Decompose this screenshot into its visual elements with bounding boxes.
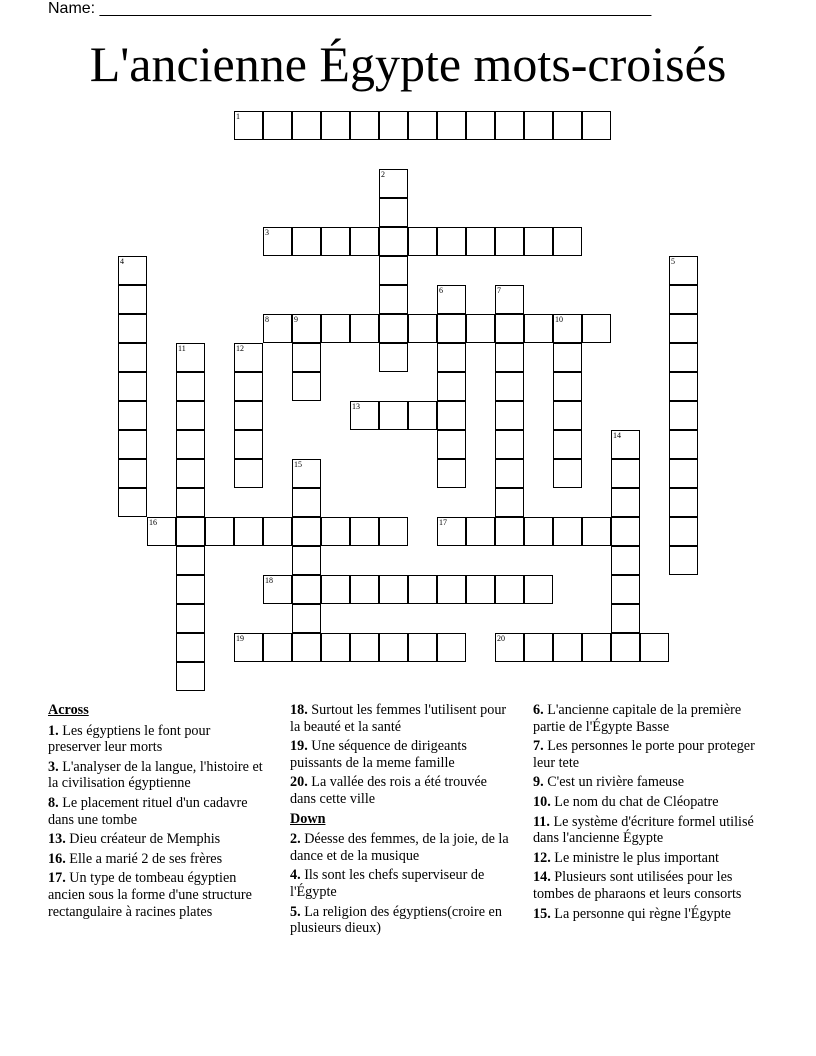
- grid-cell[interactable]: [321, 517, 350, 546]
- cell-number: 16: [149, 518, 157, 527]
- grid-cell[interactable]: [234, 517, 263, 546]
- grid-cell[interactable]: [176, 546, 205, 575]
- grid-cell[interactable]: [118, 488, 147, 517]
- down-heading: Down: [290, 810, 326, 827]
- grid-cell[interactable]: [263, 314, 292, 343]
- grid-cell[interactable]: [234, 401, 263, 430]
- clue-text: Surtout les femmes l'utilisent pour la beauté et la santé: [290, 702, 507, 735]
- grid-cell[interactable]: [118, 343, 147, 372]
- clue-text: Un type de tombeau égyptien ancien sous la forme d'une structure rectangulaire à racines plates: [48, 870, 252, 920]
- grid-cell[interactable]: [118, 256, 147, 285]
- clues-column-2: [290, 702, 515, 940]
- grid-cell[interactable]: [292, 111, 321, 140]
- grid-cell[interactable]: [553, 459, 582, 488]
- grid-cell[interactable]: [234, 459, 263, 488]
- down-clue-9: [533, 774, 763, 791]
- cell-number: 18: [265, 576, 273, 585]
- clue-number: 10.: [533, 793, 551, 810]
- down-clue-5: [290, 904, 515, 937]
- grid-cell[interactable]: [669, 546, 698, 575]
- cell-number: 4: [120, 257, 124, 266]
- grid-cell[interactable]: [553, 430, 582, 459]
- grid-cell[interactable]: [524, 227, 553, 256]
- grid-cell[interactable]: [379, 227, 408, 256]
- down-clue-14: [533, 869, 763, 902]
- clue-text: Les égyptiens le font pour preserver leur morts: [48, 722, 211, 756]
- clue-number: 17.: [48, 870, 66, 887]
- grid-cell[interactable]: [669, 517, 698, 546]
- grid-cell[interactable]: [350, 227, 379, 256]
- cell-number: 3: [265, 228, 269, 237]
- grid-cell[interactable]: [379, 256, 408, 285]
- clue-text: Le système d'écriture formel utilisé dans l'ancienne Égypte: [533, 813, 754, 847]
- grid-cell[interactable]: [118, 285, 147, 314]
- grid-cell[interactable]: [611, 517, 640, 546]
- cell-number: 19: [236, 634, 244, 643]
- grid-cell[interactable]: [611, 575, 640, 604]
- grid-cell[interactable]: [669, 488, 698, 517]
- grid-cell[interactable]: [495, 314, 524, 343]
- down-clue-15: [533, 906, 763, 923]
- grid-cell[interactable]: [205, 517, 234, 546]
- grid-cell[interactable]: [437, 575, 466, 604]
- clue-number: 19.: [290, 738, 308, 755]
- grid-cell[interactable]: [669, 343, 698, 372]
- clues-column-3: [533, 702, 763, 925]
- across-clue-19: [290, 738, 515, 771]
- grid-cell[interactable]: [379, 285, 408, 314]
- clue-number: 14.: [533, 869, 551, 886]
- cell-number: 9: [294, 315, 298, 324]
- clue-number: 5.: [290, 903, 301, 920]
- grid-cell[interactable]: [321, 575, 350, 604]
- grid-cell[interactable]: [292, 546, 321, 575]
- clue-text: La personne qui règne l'Égypte: [550, 905, 731, 922]
- grid-cell[interactable]: [553, 401, 582, 430]
- grid-cell[interactable]: [437, 517, 466, 546]
- grid-cell[interactable]: [350, 314, 379, 343]
- grid-cell[interactable]: [611, 459, 640, 488]
- clue-text: Les personnes le porte pour proteger leur tete: [533, 738, 755, 771]
- clue-number: 7.: [533, 738, 544, 755]
- grid-cell[interactable]: [263, 575, 292, 604]
- cell-number: 1: [236, 112, 240, 121]
- clue-text: Le nom du chat de Cléopatre: [550, 793, 719, 810]
- across-clue-3: [48, 759, 263, 792]
- across-clue-20: [290, 774, 515, 807]
- grid-cell[interactable]: [640, 633, 669, 662]
- across-clue-8: [48, 795, 263, 828]
- clue-number: 15.: [533, 905, 551, 922]
- grid-cell[interactable]: [437, 285, 466, 314]
- grid-cell[interactable]: [350, 517, 379, 546]
- cell-number: 17: [439, 518, 447, 527]
- cell-number: 10: [555, 315, 563, 324]
- grid-cell[interactable]: [408, 227, 437, 256]
- grid-cell[interactable]: [379, 575, 408, 604]
- down-clue-6: [533, 702, 763, 735]
- grid-cell[interactable]: [495, 227, 524, 256]
- across-clue-16: [48, 851, 263, 868]
- clue-number: 20.: [290, 774, 308, 791]
- clues-column-1: [48, 702, 263, 923]
- grid-cell[interactable]: [466, 227, 495, 256]
- grid-cell[interactable]: [176, 633, 205, 662]
- grid-cell[interactable]: [350, 401, 379, 430]
- grid-cell[interactable]: [553, 633, 582, 662]
- grid-cell[interactable]: [176, 662, 205, 691]
- grid-cell[interactable]: [408, 575, 437, 604]
- grid-cell[interactable]: [669, 372, 698, 401]
- grid-cell[interactable]: [263, 111, 292, 140]
- grid-cell[interactable]: [437, 227, 466, 256]
- grid-cell[interactable]: [582, 314, 611, 343]
- clue-number: 9.: [533, 774, 544, 791]
- grid-cell[interactable]: [292, 227, 321, 256]
- grid-cell[interactable]: [379, 517, 408, 546]
- grid-cell[interactable]: [553, 111, 582, 140]
- clue-text: C'est un rivière fameuse: [543, 774, 685, 791]
- grid-cell[interactable]: [611, 430, 640, 459]
- grid-cell[interactable]: [582, 111, 611, 140]
- grid-cell[interactable]: [118, 401, 147, 430]
- grid-cell[interactable]: [321, 633, 350, 662]
- grid-cell[interactable]: [350, 633, 379, 662]
- clue-text: Le placement rituel d'un cadavre dans une tombe: [48, 794, 248, 828]
- cell-number: 11: [178, 344, 186, 353]
- grid-cell[interactable]: [379, 343, 408, 372]
- grid-cell[interactable]: [495, 285, 524, 314]
- grid-cell[interactable]: [669, 401, 698, 430]
- grid-cell[interactable]: [495, 575, 524, 604]
- grid-cell[interactable]: [437, 633, 466, 662]
- clue-number: 8.: [48, 794, 59, 811]
- grid-cell[interactable]: [321, 227, 350, 256]
- grid-cell[interactable]: [437, 111, 466, 140]
- grid-cell[interactable]: [582, 633, 611, 662]
- name-field-label: Name: ______________________________________________________________: [48, 0, 652, 17]
- grid-cell[interactable]: [234, 633, 263, 662]
- grid-cell[interactable]: [350, 111, 379, 140]
- grid-cell[interactable]: [176, 372, 205, 401]
- clue-text: Elle a marié 2 de ses frères: [65, 850, 223, 867]
- grid-cell[interactable]: [495, 430, 524, 459]
- cell-number: 5: [671, 257, 675, 266]
- grid-cell[interactable]: [176, 604, 205, 633]
- across-clue-17: [48, 870, 263, 920]
- grid-cell[interactable]: [553, 314, 582, 343]
- grid-cell[interactable]: [437, 459, 466, 488]
- grid-cell[interactable]: [379, 169, 408, 198]
- clue-text: Ils sont les chefs superviseur de l'Égypte: [290, 867, 485, 900]
- grid-cell[interactable]: [350, 575, 379, 604]
- grid-cell[interactable]: [321, 314, 350, 343]
- grid-cell[interactable]: [234, 372, 263, 401]
- grid-cell[interactable]: [118, 430, 147, 459]
- clue-number: 2.: [290, 831, 301, 848]
- grid-cell[interactable]: [147, 517, 176, 546]
- grid-cell[interactable]: [176, 430, 205, 459]
- grid-cell[interactable]: [466, 314, 495, 343]
- grid-cell[interactable]: [669, 430, 698, 459]
- clue-text: La religion des égyptiens(croire en plusieurs dieux): [290, 903, 502, 937]
- grid-cell[interactable]: [292, 343, 321, 372]
- grid-cell[interactable]: [524, 111, 553, 140]
- across-clue-13: [48, 831, 263, 848]
- grid-cell[interactable]: [176, 459, 205, 488]
- clue-text: La vallée des rois a été trouvée dans cette ville: [290, 774, 487, 807]
- across-clue-1: [48, 723, 263, 756]
- grid-cell[interactable]: [292, 459, 321, 488]
- grid-cell[interactable]: [611, 604, 640, 633]
- down-clue-10: [533, 794, 763, 811]
- grid-cell[interactable]: [495, 633, 524, 662]
- clue-text: Une séquence de dirigeants puissants de la meme famille: [290, 738, 467, 771]
- clue-number: 13.: [48, 831, 66, 848]
- grid-cell[interactable]: [669, 285, 698, 314]
- clue-text: Plusieurs sont utilisées pour les tombes de pharaons et leurs consorts: [533, 869, 742, 902]
- grid-cell[interactable]: [176, 401, 205, 430]
- grid-cell[interactable]: [437, 343, 466, 372]
- cell-number: 13: [352, 402, 360, 411]
- cell-number: 14: [613, 431, 621, 440]
- clue-number: 6.: [533, 702, 544, 718]
- grid-cell[interactable]: [408, 314, 437, 343]
- page-title: L'ancienne Égypte mots-croisés: [89, 36, 727, 92]
- grid-cell[interactable]: [553, 343, 582, 372]
- grid-cell[interactable]: [321, 111, 350, 140]
- down-clue-4: [290, 867, 515, 900]
- grid-cell[interactable]: [408, 111, 437, 140]
- grid-cell[interactable]: [553, 372, 582, 401]
- clue-number: 3.: [48, 758, 59, 775]
- cell-number: 7: [497, 286, 501, 295]
- grid-cell[interactable]: [495, 459, 524, 488]
- grid-cell[interactable]: [495, 343, 524, 372]
- grid-cell[interactable]: [524, 633, 553, 662]
- clue-number: 11.: [533, 813, 550, 830]
- grid-cell[interactable]: [292, 517, 321, 546]
- cell-number: 6: [439, 286, 443, 295]
- clue-text: L'ancienne capitale de la première partie de l'Égypte Basse: [533, 702, 742, 735]
- grid-cell[interactable]: [379, 198, 408, 227]
- grid-cell[interactable]: [408, 633, 437, 662]
- grid-cell[interactable]: [234, 111, 263, 140]
- down-clue-12: [533, 850, 763, 867]
- cell-number: 20: [497, 634, 505, 643]
- across-heading: Across: [48, 702, 89, 718]
- clue-text: Dieu créateur de Memphis: [65, 831, 221, 848]
- grid-cell[interactable]: [437, 314, 466, 343]
- grid-cell[interactable]: [292, 488, 321, 517]
- grid-cell[interactable]: [234, 343, 263, 372]
- grid-cell[interactable]: [292, 575, 321, 604]
- across-clue-18: [290, 702, 515, 735]
- grid-cell[interactable]: [292, 604, 321, 633]
- grid-cell[interactable]: [524, 517, 553, 546]
- clue-number: 1.: [48, 722, 59, 739]
- grid-cell[interactable]: [495, 488, 524, 517]
- grid-cell[interactable]: [669, 459, 698, 488]
- grid-cell[interactable]: [118, 314, 147, 343]
- grid-cell[interactable]: [495, 401, 524, 430]
- grid-cell[interactable]: [379, 401, 408, 430]
- grid-cell[interactable]: [669, 314, 698, 343]
- grid-cell[interactable]: [437, 372, 466, 401]
- grid-cell[interactable]: [524, 314, 553, 343]
- cell-number: 8: [265, 315, 269, 324]
- grid-cell[interactable]: [611, 546, 640, 575]
- grid-cell[interactable]: [669, 256, 698, 285]
- grid-cell[interactable]: [176, 488, 205, 517]
- down-clue-2: [290, 831, 515, 864]
- clue-text: L'analyser de la langue, l'histoire et la civilisation égyptienne: [48, 758, 263, 792]
- grid-cell[interactable]: [495, 111, 524, 140]
- grid-cell[interactable]: [234, 430, 263, 459]
- cell-number: 15: [294, 460, 302, 469]
- grid-cell[interactable]: [379, 111, 408, 140]
- grid-cell[interactable]: [292, 372, 321, 401]
- clue-number: 18.: [290, 702, 308, 718]
- grid-cell[interactable]: [408, 401, 437, 430]
- grid-cell[interactable]: [292, 633, 321, 662]
- cell-number: 2: [381, 170, 385, 179]
- grid-cell[interactable]: [611, 488, 640, 517]
- grid-cell[interactable]: [437, 401, 466, 430]
- grid-cell[interactable]: [379, 633, 408, 662]
- grid-cell[interactable]: [466, 575, 495, 604]
- down-clue-7: [533, 738, 763, 771]
- clue-number: 4.: [290, 867, 301, 884]
- grid-cell[interactable]: [263, 633, 292, 662]
- grid-cell[interactable]: [524, 575, 553, 604]
- grid-cell[interactable]: [176, 517, 205, 546]
- clue-text: Déesse des femmes, de la joie, de la dance et de la musique: [290, 831, 509, 864]
- cell-number: 12: [236, 344, 244, 353]
- grid-cell[interactable]: [263, 227, 292, 256]
- grid-cell[interactable]: [553, 227, 582, 256]
- grid-cell[interactable]: [118, 459, 147, 488]
- grid-cell[interactable]: [176, 343, 205, 372]
- grid-cell[interactable]: [437, 430, 466, 459]
- grid-cell[interactable]: [176, 575, 205, 604]
- grid-cell[interactable]: [118, 372, 147, 401]
- grid-cell[interactable]: [379, 314, 408, 343]
- down-clue-11: [533, 814, 763, 847]
- grid-cell[interactable]: [495, 372, 524, 401]
- grid-cell[interactable]: [466, 111, 495, 140]
- clue-number: 12.: [533, 849, 551, 866]
- grid-cell[interactable]: [553, 517, 582, 546]
- clue-number: 16.: [48, 850, 66, 867]
- grid-cell[interactable]: [263, 517, 292, 546]
- grid-cell[interactable]: [495, 517, 524, 546]
- grid-cell[interactable]: [466, 517, 495, 546]
- grid-cell[interactable]: [611, 633, 640, 662]
- grid-cell[interactable]: [582, 517, 611, 546]
- grid-cell[interactable]: [292, 314, 321, 343]
- clue-text: Le ministre le plus important: [550, 849, 719, 866]
